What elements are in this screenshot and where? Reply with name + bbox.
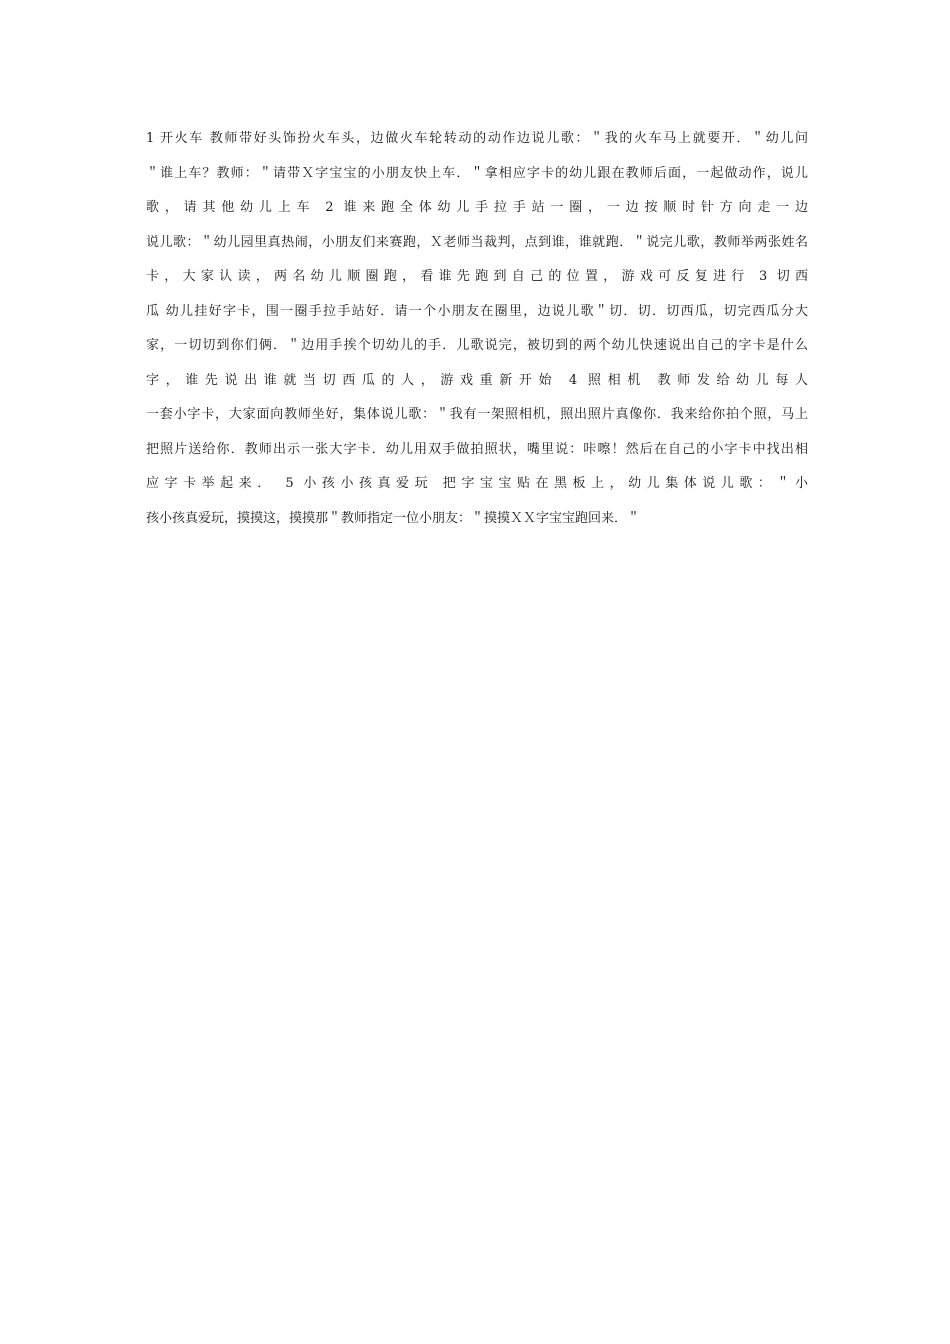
text-line-5: 卡，大家认读，两名幼儿顺圈跑，看谁先跑到自己的位置，游戏可反复进行 3 切西 bbox=[146, 269, 808, 284]
text-line-12: 孩小孩真爱玩，摸摸这，摸摸那＂教师指定一位小朋友：＂摸摸ＸＸ字宝宝跑回来．＂ bbox=[146, 510, 641, 526]
text-line-11: 应字卡举起来． 5 小孩小孩真爱玩 把字宝宝贴在黑板上，幼儿集体说儿歌：＂小 bbox=[146, 476, 808, 491]
text-line-2: ＂谁上车？教师：＂请带Ｘ字宝宝的小朋友快上车．＂拿相应字卡的幼儿跟在教师后面，一起做动作，说儿 bbox=[146, 165, 808, 181]
text-line-7: 家，一切切到你们俩．＂边用手挨个切幼儿的手．儿歌说完，被切到的两个幼儿快速说出自己的字卡是什么 bbox=[146, 338, 808, 353]
text-line-3: 歌，请其他幼儿上车 2 谁来跑全体幼儿手拉手站一圈，一边按顺时针方向走一边 bbox=[146, 200, 808, 215]
text-line-9: 一套小字卡，大家面向教师坐好，集体说儿歌：＂我有一架照相机，照出照片真像你．我来给你拍个照，马上 bbox=[146, 407, 808, 422]
text-line-6: 瓜 幼儿挂好字卡，围一圈手拉手站好．请一个小朋友在圈里，边说儿歌＂切．切．切西瓜，切完西瓜分大 bbox=[146, 303, 808, 319]
text-line-4: 说儿歌：＂幼儿园里真热闹，小朋友们来赛跑，Ｘ老师当裁判，点到谁，谁就跑．＂说完儿歌，教师举两张姓名 bbox=[146, 234, 808, 250]
text-line-10: 把照片送给你．教师出示一张大字卡．幼儿用双手做拍照状，嘴里说：咔嚓！然后在自己的小字卡中找出相 bbox=[146, 441, 808, 457]
text-line-8: 字，谁先说出谁就当切西瓜的人，游戏重新开始 4 照相机 教师发给幼儿每人 bbox=[146, 372, 808, 388]
text-line-1: 1 开火车 教师带好头饰扮火车头，边做火车轮转动的动作边说儿歌：＂我的火车马上就要开．＂幼儿问 bbox=[146, 131, 808, 146]
body-text bbox=[146, 122, 808, 536]
